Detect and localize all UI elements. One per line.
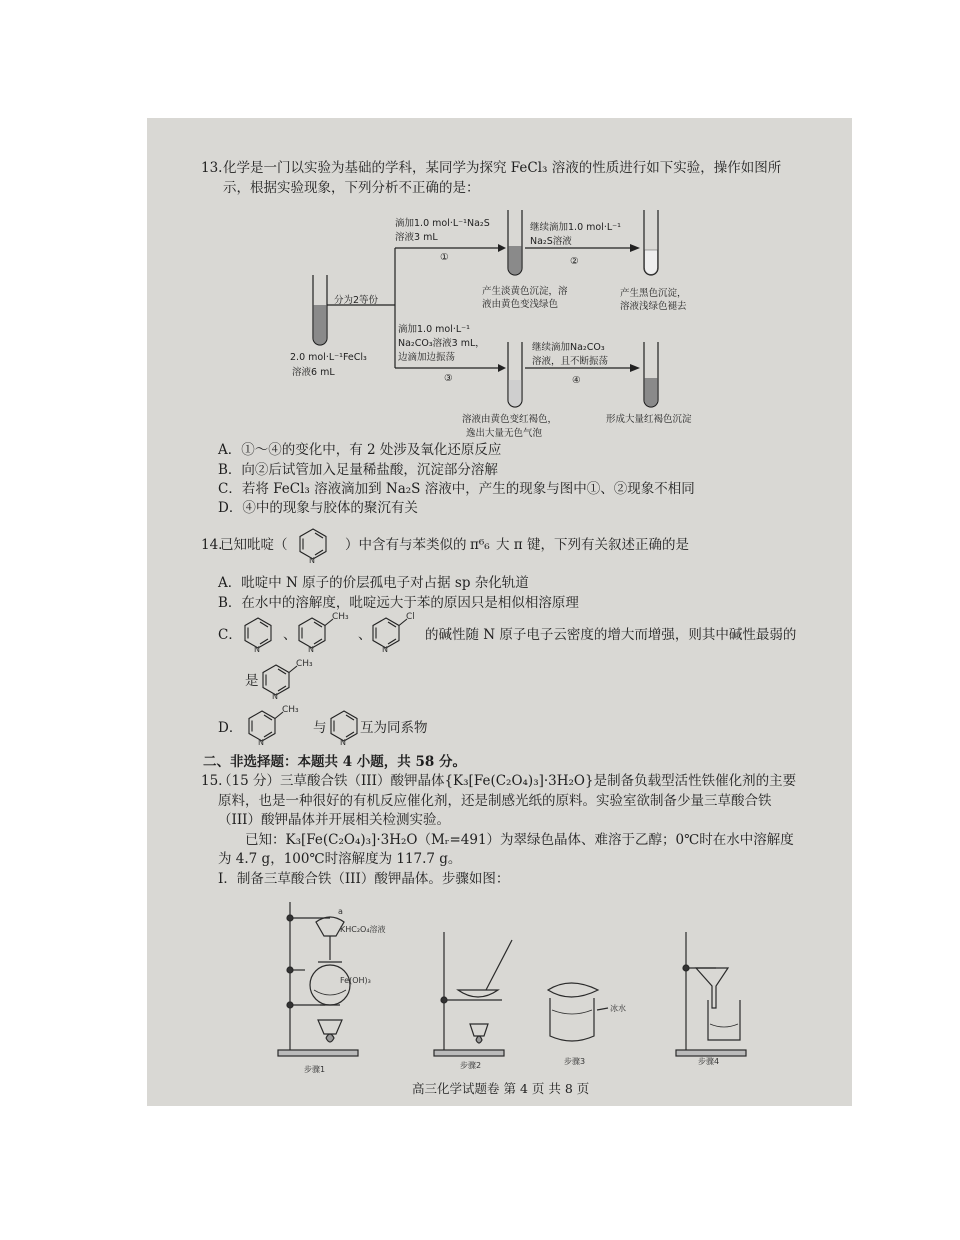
q15-line1: （15 分）三草酸合铁（III）酸钾晶体{K₃[Fe(C₂O₄)₃]·3H₂O}是制备负载型活性铁催化剂的主要 [218,773,797,789]
q13-obs4: 形成大量红褐色沉淀 [606,414,692,425]
q14-answer-atom-n: N [272,692,278,701]
q13-stem-line1: 化学是一门以实验为基础的学科，某同学为探究 FeCl₃ 溶液的性质进行如下实验，操作如图所 [223,160,782,176]
q14-d2-atom-n: N [340,738,346,747]
page-footer: 高三化学试题卷 第 4 页 共 8 页 [412,1081,590,1096]
q13-start-conc: 2.0 mol·L⁻¹FeCl₃ [290,352,367,363]
q14-stem-a: 已知吡啶（ [220,537,288,553]
q13-op1-line1: 滴加1.0 mol·L⁻¹Na₂S [395,218,490,229]
q13-option-a: A．①～④的变化中，有 2 处涉及氧化还原反应 [218,442,502,458]
q13-op4-line1: 继续滴加Na₂CO₃ [532,342,605,353]
q13-step4: ④ [572,375,581,386]
q13-option-d: D．④中的现象与胶体的聚沉有关 [218,500,418,516]
q13-op3-line1: 滴加1.0 mol·L⁻¹ [398,324,470,335]
q15-step2-label: 步骤2 [460,1061,482,1070]
q13-step2: ② [570,256,579,267]
q14-option-c-shi: 是 [245,673,259,689]
q14-c2-methyl: CH₃ [332,612,349,622]
q13-step1: ① [440,252,449,263]
q13-op1-line2: 溶液3 mL [395,232,438,243]
q14-option-d-text: 互为同系物 [360,720,428,736]
q14-option-c-label: C． [218,627,242,643]
q14-d1-atom-n: N [258,738,264,747]
q13-obs2-line1: 产生黑色沉淀， [620,288,687,299]
q14-option-d-label: D． [218,720,243,736]
q15-step1-label: 步骤1 [304,1065,326,1074]
q15-ice-label: 冰水 [610,1004,626,1013]
q14-option-d-yu: 与 [313,720,327,736]
q14-option-c-text: 的碱性随 N 原子电子云密度的增大而增强，则其中碱性最弱的 [425,627,797,643]
q14-c2-atom-n: N [308,645,314,654]
q14-c1-atom-n: N [254,645,260,654]
q13-obs3-line1: 溶液由黄色变红褐色， [462,414,558,425]
q15-reagent-label: KHC₂O₄溶液 [340,925,386,934]
q14-option-c-sep1: 、 [283,627,297,643]
q13-obs3-line2: 逸出大量无色气泡 [466,428,543,439]
q14-pi-symbol: π⁶₆ [470,537,490,553]
q14-number: 14. [201,537,223,553]
q15-label-a: a [338,907,343,916]
q14-d1-methyl: CH₃ [282,705,299,715]
q15-step4-label: 步骤4 [698,1057,720,1066]
q14-stem-c: 大 π 键，下列有关叙述正确的是 [496,537,689,553]
q13-obs1-line2: 液由黄色变浅绿色 [482,299,559,310]
q14-stem-atom-n: N [309,556,315,565]
q13-option-b: B．向②后试管加入足量稀盐酸，沉淀部分溶解 [218,462,498,478]
q15-line4: 已知：K₃[Fe(C₂O₄)₃]·3H₂O（Mᵣ=491）为翠绿色晶体、难溶于乙醇；0℃时在水中溶解度 [245,832,794,848]
q14-option-c-sep2: 、 [358,627,372,643]
q13-step3: ③ [444,373,453,384]
q14-option-a: A．吡啶中 N 原子的价层孤电子对占据 sp 杂化轨道 [218,575,529,591]
q14-c3-chloro: Cl [406,612,415,622]
q15-flask-label: Fe(OH)₃ [340,976,371,985]
q13-op2-line2: Na₂S溶液 [530,236,572,247]
q15-line5: 为 4.7 g，100℃时溶解度为 117.7 g。 [218,851,462,867]
q14-c3-atom-n: N [382,645,388,654]
q13-obs1-line1: 产生淡黄色沉淀，溶 [482,286,568,297]
q14-stem-b: ）中含有与苯类似的 [345,537,467,553]
q14-answer-methyl: CH₃ [296,659,313,669]
q15-line6: I．制备三草酸合铁（III）酸钾晶体。步骤如图： [218,871,510,887]
section-2-heading: 二、非选择题：本题共 4 小题，共 58 分。 [203,754,466,770]
q13-split: 分为2等份 [334,295,379,306]
q14-option-b: B．在水中的溶解度，吡啶远大于苯的原因只是相似相溶原理 [218,595,579,611]
q13-stem-line2: 示，根据实验现象，下列分析不正确的是： [223,180,480,196]
q13-op3-line2: Na₂CO₃溶液3 mL， [398,338,485,349]
q13-option-c: C．若将 FeCl₃ 溶液滴加到 Na₂S 溶液中，产生的现象与图中①、②现象不相同 [218,481,695,497]
q13-op2-line1: 继续滴加1.0 mol·L⁻¹ [530,222,621,233]
q13-number: 13. [201,160,223,176]
q13-obs2-line2: 溶液浅绿色褪去 [620,301,687,312]
q13-start-vol: 溶液6 mL [292,367,335,378]
q15-line3: （III）酸钾晶体并开展相关检测实验。 [218,812,450,828]
q13-op4-line2: 溶液，且不断振荡 [532,356,609,367]
q13-op3-line3: 边滴加边振荡 [398,352,456,363]
q15-step3-label: 步骤3 [564,1057,586,1066]
q15-line2: 原料，也是一种很好的有机反应催化剂，还是制感光纸的原料。实验室欲制备少量三草酸合铁 [218,793,772,809]
q15-number: 15. [201,773,223,789]
